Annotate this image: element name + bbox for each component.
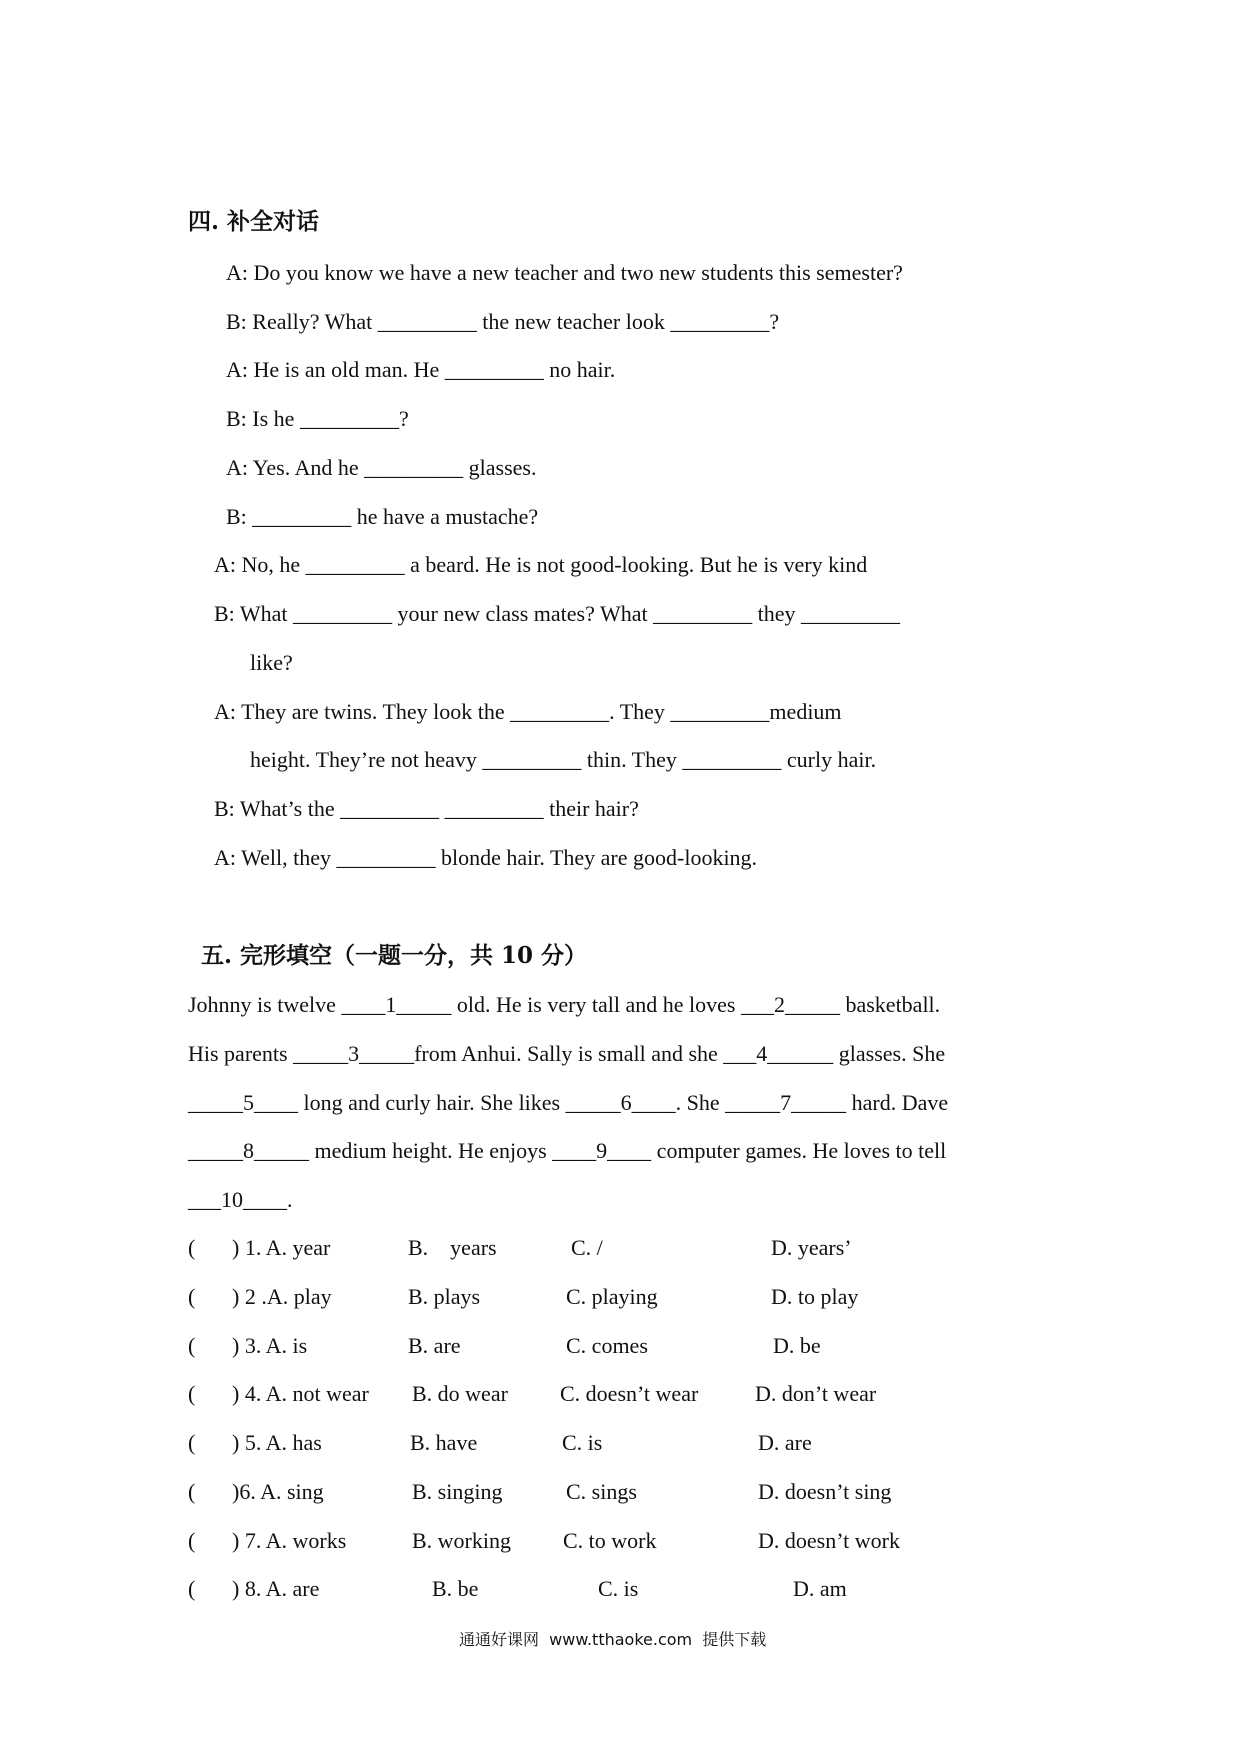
option-b: B. have (410, 1430, 478, 1455)
answer-paren: ( (188, 1430, 196, 1455)
footer-source-note: 通通好课网 www.tthaoke.com 提供下载 (459, 1630, 767, 1649)
option-b: B. be (432, 1576, 479, 1601)
passage-line: ___10____. (188, 1187, 293, 1212)
option-c: C. to work (563, 1528, 657, 1553)
answer-paren: ( (188, 1479, 196, 1504)
option-c: C. comes (566, 1333, 648, 1358)
option-d: D. doesn’t work (758, 1528, 900, 1553)
dialogue-line: A: They are twins. They look the _________. They _________medium (214, 699, 842, 724)
option-d: D. don’t wear (755, 1381, 877, 1406)
passage-line: _____5____ long and curly hair. She likes _____6____. She _____7_____ hard. Dave (188, 1090, 949, 1115)
option-d: D. are (758, 1430, 812, 1455)
option-d: D. doesn’t sing (758, 1479, 892, 1504)
passage-line: His parents _____3_____from Anhui. Sally is small and she ___4______ glasses. She (188, 1041, 946, 1066)
answer-paren: ( (188, 1576, 196, 1601)
option-c: C. doesn’t wear (560, 1381, 699, 1406)
answer-paren: ( (188, 1528, 196, 1553)
option-c: C. playing (566, 1284, 658, 1309)
dialogue-line: height. They’re not heavy _________ thin. They _________ curly hair. (250, 747, 877, 772)
option-b: B. are (408, 1333, 461, 1358)
option-a: ) 4. A. not wear (232, 1381, 369, 1406)
option-d: D. years’ (771, 1235, 852, 1260)
dialogue-line: A: Well, they _________ blonde hair. They are good-looking. (214, 845, 758, 870)
passage-line: _____8_____ medium height. He enjoys ____9____ computer games. He loves to tell (188, 1138, 947, 1163)
option-b: B. years (408, 1235, 497, 1260)
option-a: ) 7. A. works (232, 1528, 347, 1553)
option-a: ) 2 .A. play (232, 1284, 332, 1309)
option-b: B. do wear (412, 1381, 508, 1406)
option-b: B. working (412, 1528, 511, 1553)
answer-paren: ( (188, 1381, 196, 1406)
option-a: ) 8. A. are (232, 1576, 320, 1601)
dialogue-line: B: What _________ your new class mates? What _________ they _________ (214, 601, 900, 626)
passage-line: Johnny is twelve ____1_____ old. He is very tall and he loves ___2_____ basketball. (188, 992, 941, 1017)
answer-paren: ( (188, 1284, 196, 1309)
dialogue-line: A: He is an old man. He _________ no hair. (226, 357, 616, 382)
dialogue-line: A: No, he _________ a beard. He is not good-looking. But he is very kind (214, 552, 868, 577)
answer-paren: ( (188, 1235, 196, 1260)
option-c: C. is (598, 1576, 639, 1601)
option-c: C. is (562, 1430, 603, 1455)
dialogue-line: B: _________ he have a mustache? (226, 504, 539, 529)
option-a: ) 3. A. is (232, 1333, 308, 1358)
option-a: )6. A. sing (232, 1479, 324, 1504)
dialogue-line: B: Is he _________? (226, 406, 409, 431)
section-5-heading: 五. 完形填空（一题一分，共 10 分） (201, 942, 588, 969)
section-4-heading: 四. 补全对话 (188, 208, 320, 235)
option-a: ) 5. A. has (232, 1430, 322, 1455)
option-d: D. to play (771, 1284, 859, 1309)
option-d: D. be (773, 1333, 821, 1358)
option-c: C. / (571, 1235, 603, 1260)
dialogue-line: B: What’s the _________ _________ their hair? (214, 796, 639, 821)
option-a: ) 1. A. year (232, 1235, 331, 1260)
option-b: B. singing (412, 1479, 503, 1504)
dialogue-line: A: Do you know we have a new teacher and two new students this semester? (226, 260, 903, 285)
dialogue-line: A: Yes. And he _________ glasses. (226, 455, 537, 480)
option-b: B. plays (408, 1284, 481, 1309)
dialogue-line: B: Really? What _________ the new teacher look _________? (226, 309, 780, 334)
option-d: D. am (793, 1576, 847, 1601)
dialogue-line: like? (250, 650, 293, 675)
option-c: C. sings (566, 1479, 637, 1504)
answer-paren: ( (188, 1333, 196, 1358)
